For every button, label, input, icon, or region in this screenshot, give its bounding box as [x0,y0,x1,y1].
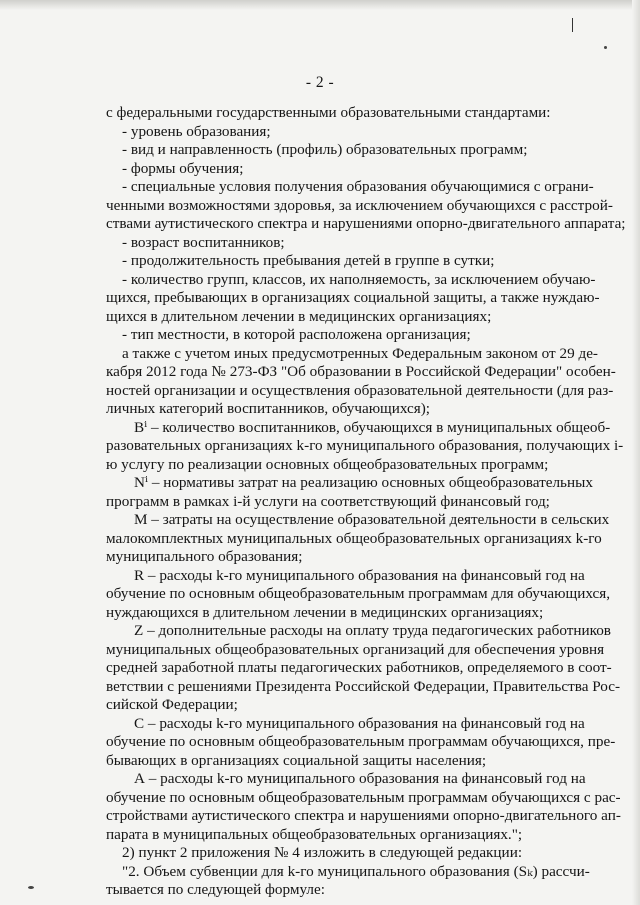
text-line: обучение по основным общеобразовательным программам обучающихся, пре- [106,733,616,750]
text-line: щихся в длительном лечении в медицинских организациях; [106,307,492,325]
document-body [106,104,626,900]
text-line: щихся, пребывающих в организациях социальной защиты, а также нуждаю- [106,289,600,306]
text-line: личных категорий воспитанников, обучающихся); [106,400,431,417]
text-line: - продолжительность пребывания детей в группе в сутки; [122,252,495,269]
text-line: бывающих в организациях социальной защиты населения; [106,751,487,769]
text-line: ветствии с решениями Президента Российской Федерации, Правительства Рос- [106,677,621,695]
text-line: обучение по основным общеобразовательным программам обучающихся с рас- [106,788,621,806]
text-line: средней заработной платы педагогических работников, определяемого в соот- [106,659,612,676]
text-line: - количество групп, классов, их наполняемость, за исключением обучаю- [122,270,596,288]
text-line: "2. Объем субвенции для k-го муниципального образования (Sₖ) рассчи- [122,862,590,880]
text-line: - тип местности, в которой расположена организация; [122,326,471,343]
text-line: разовательных организациях k-го муниципального образования, получающих i- [106,437,624,454]
text-line: ченными возможностями здоровья, за исключением обучающихся с расстрой- [106,196,613,214]
scan-speck [28,886,34,889]
text-line: тывается по следующей формуле: [106,881,325,898]
text-line: Bⁱ – количество воспитанников, обучающихся в муниципальных общеоб- [134,418,611,436]
text-line: С – расходы k-го муниципального образования на финансовый год на [134,714,585,732]
text-line: Z – дополнительные расходы на оплату труда педагогических работников [134,622,611,639]
scan-mark [572,18,573,32]
text-line: 2) пункт 2 приложения № 4 изложить в следующей редакции: [122,844,523,861]
text-line: ю услугу по реализации основных общеобразовательных программ; [106,455,549,473]
scan-top-edge [0,0,640,10]
text-line: муниципального образования; [106,548,303,565]
text-line: - возраст воспитанников; [122,233,285,251]
text-line: муниципальных общеобразовательных организаций для обеспечения уровня [106,640,605,658]
text-line: кабря 2012 года № 273-ФЗ "Об образовании в Российской Федерации" особен- [106,363,616,380]
scan-speck [604,46,607,49]
text-line: - специальные условия получения образования обучающимися с ограни- [122,178,594,195]
text-line: парата в муниципальных общеобразовательных организациях."; [106,825,523,843]
text-line: R – расходы k-го муниципального образования на финансовый год на [134,566,585,584]
text-line: программ в рамках i-й услуги на соответствующий финансовый год; [106,492,550,510]
text-line: - вид и направленность (профиль) образовательных программ; [122,141,528,158]
text-line: ствами аутистического спектра и нарушениями опорно-двигательного аппарата; [106,215,626,232]
text-line: а также с учетом иных предусмотренных Федеральным законом от 29 де- [122,344,598,362]
text-line: малокомплектных муниципальных общеобразовательных организациях k-го [106,529,602,547]
text-line: - уровень образования; [122,122,271,140]
text-line: нуждающихся в длительном лечении в медицинских организациях; [106,603,544,621]
text-line: - формы обучения; [122,159,244,177]
text-line: ностей организации и осуществления образовательной деятельности (для раз- [106,381,614,399]
text-line: М – затраты на осуществление образовательной деятельности в сельских [134,511,610,528]
text-line: сийской Федерации; [106,696,238,713]
text-line: Nⁱ – нормативы затрат на реализацию основных общеобразовательных [134,474,593,491]
text-line: с федеральными государственными образовательными стандартами: [106,104,551,121]
text-line: А – расходы k-го муниципального образования на финансовый год на [134,770,586,787]
scan-right-edge [632,0,640,905]
text-line: обучение по основным общеобразовательным программам для обучающихся, [106,585,611,602]
page-number: - 2 - [305,74,335,91]
text-line: стройствами аутистического спектра и нарушениями опорно-двигательного ап- [106,807,621,824]
